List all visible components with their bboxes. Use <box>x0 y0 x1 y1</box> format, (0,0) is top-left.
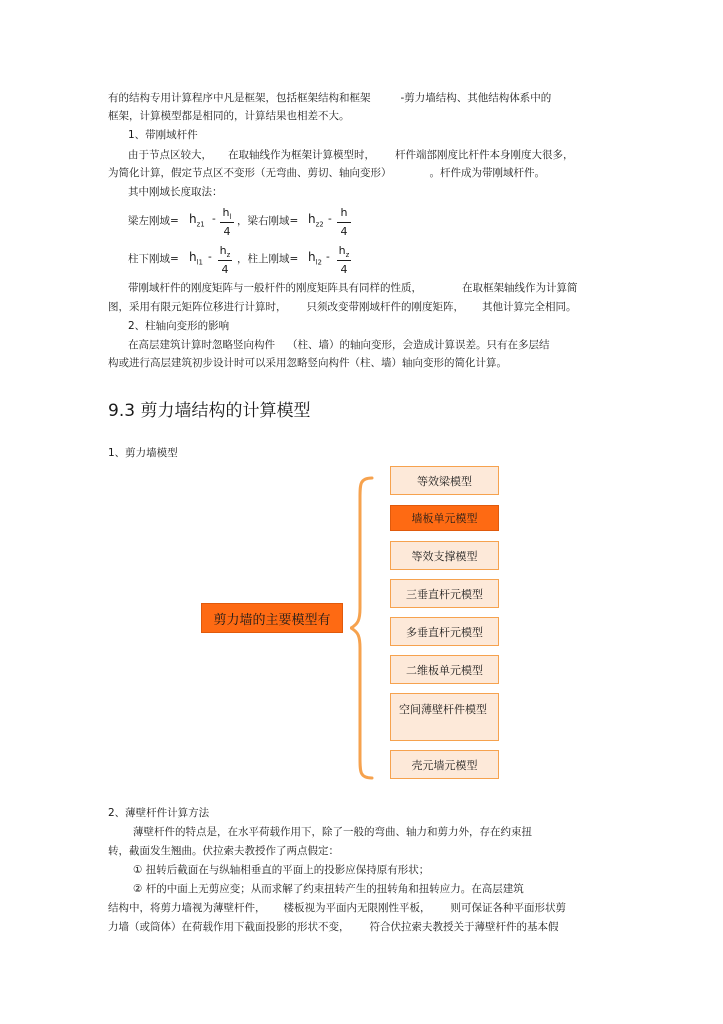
formula-operator: - <box>212 213 216 225</box>
text-span: 楼板视为平面内无限刚性平板， <box>283 902 431 914</box>
subsection-heading: 2、薄壁杆件计算方法 <box>108 807 210 819</box>
text-span: 在取框架轴线作为计算简 <box>462 282 578 294</box>
text-span: 由于节点区较大， <box>128 149 212 161</box>
text-span: 结构中，将剪力墙视为薄壁杆件， <box>108 902 266 914</box>
list-item: ② 杆的中面上无剪应变；从而求解了约束扭转产生的扭转角和扭转应力。在高层建筑 <box>133 883 524 895</box>
formula-operator: - <box>326 251 330 263</box>
formula-label: ，柱上刚域= <box>237 253 299 265</box>
paragraph-line <box>108 166 545 180</box>
paragraph-line: 构或进行高层建筑初步设计时可以采用忽略竖向构件（柱、墙）轴向变形的简化计算。 <box>108 357 507 369</box>
paragraph-line <box>128 338 550 352</box>
paragraph-line <box>108 920 559 934</box>
formula-variable: $h_{z2}$ <box>308 212 324 229</box>
text-span: 在取轴线作为框架计算模型时， <box>228 149 375 161</box>
paragraph-line <box>108 91 551 105</box>
paragraph-line <box>128 281 578 295</box>
text-span: 在高层建筑计算时忽略竖向构件 <box>128 339 275 351</box>
paragraph-line <box>128 148 574 162</box>
formula-label: ，梁右刚域= <box>237 215 299 227</box>
text-span: -剪力墙结构、其他结构体系中的 <box>400 92 552 104</box>
diagram-node: 壳元墙元模型 <box>390 750 499 779</box>
diagram-node: 二维板单元模型 <box>390 655 499 684</box>
formula-operator: - <box>208 251 212 263</box>
text-span: 有的结构专用计算程序中凡是框架，包括框架结构和框架 <box>108 92 371 104</box>
text-span: （柱、墙）的轴向变形，会造成计算误差。只有在多层结 <box>287 339 550 351</box>
paragraph-line <box>108 300 577 314</box>
formula-operator: - <box>328 213 332 225</box>
formula-label: 梁左刚域= <box>128 215 179 227</box>
text-span: 。杆件成为带刚域杆件。 <box>429 167 545 179</box>
diagram-node: 三垂直杆元模型 <box>390 579 499 608</box>
subsection-heading: 1、剪力墙模型 <box>108 447 178 459</box>
text-span: 只须改变带刚域杆件的刚度矩阵， <box>306 301 464 313</box>
paragraph-line: 薄壁杆件的特点是，在水平荷载作用下，除了一般的弯曲、轴力和剪力外，存在约束扭 <box>133 826 532 838</box>
text-span: 杆件端部刚度比杆件本身刚度大很多， <box>395 149 574 161</box>
paragraph-line <box>108 901 566 915</box>
diagram-root-node: 剪力墙的主要模型有 <box>201 603 343 633</box>
formula-variable: $h_{l1}$ <box>189 250 204 267</box>
formula-label: 柱下刚域= <box>128 253 179 265</box>
text-span: 其他计算完全相同。 <box>482 301 577 313</box>
text-span: 则可保证各种平面形状剪 <box>450 902 566 914</box>
formula-row: 柱下刚域= $h_{l1}$ - $h_z$ 4 ，柱上刚域= $h_{l2}$ - $h_z$ 4 <box>128 244 350 276</box>
paragraph-line: 其中刚域长度取法： <box>128 186 223 198</box>
diagram-node: 等效支撑模型 <box>390 541 499 570</box>
text-span: 图，采用有限元矩阵位移进行计算时， <box>108 301 287 313</box>
text-span: 带刚域杆件的刚度矩阵与一般杆件的刚度矩阵具有同样的性质， <box>128 282 422 294</box>
section-title: 9.3 剪力墙结构的计算模型 <box>108 401 311 421</box>
paragraph-line: 框架，计算模型都是相同的，计算结果也相差不大。 <box>108 110 350 122</box>
diagram-node: 多垂直杆元模型 <box>390 617 499 646</box>
text-span: 为简化计算，假定节点区不变形（无弯曲、剪切、轴向变形） <box>108 167 392 179</box>
formula-variable: $h_{z1}$ <box>189 212 205 229</box>
text-span: 力墙（或筒体）在荷载作用下截面投影的形状不变， <box>108 921 350 933</box>
diagram-node: 空间薄壁杆件模型 <box>390 693 499 741</box>
paragraph-line: 转，截面发生翘曲。伏拉索夫教授作了两点假定： <box>108 845 339 857</box>
formula-row: 梁左刚域= $h_{z1}$ - $h_l$ 4 ，梁右刚域= $h_{z2}$ - h 4 <box>128 206 368 242</box>
list-item: ① 扭转后截面在与纵轴相垂直的平面上的投影应保持原有形状； <box>133 864 430 876</box>
diagram-node: 等效梁模型 <box>390 466 499 495</box>
text-span: 符合伏拉索夫教授关于薄壁杆件的基本假 <box>369 921 559 933</box>
diagram-node-highlighted: 墙板单元模型 <box>390 505 499 531</box>
formula-variable: $h_{l2}$ <box>308 250 323 267</box>
subsection-heading: 2、柱轴向变形的影响 <box>128 320 230 332</box>
curly-brace-icon <box>350 474 376 782</box>
subsection-heading: 1、带刚域杆件 <box>128 129 198 141</box>
